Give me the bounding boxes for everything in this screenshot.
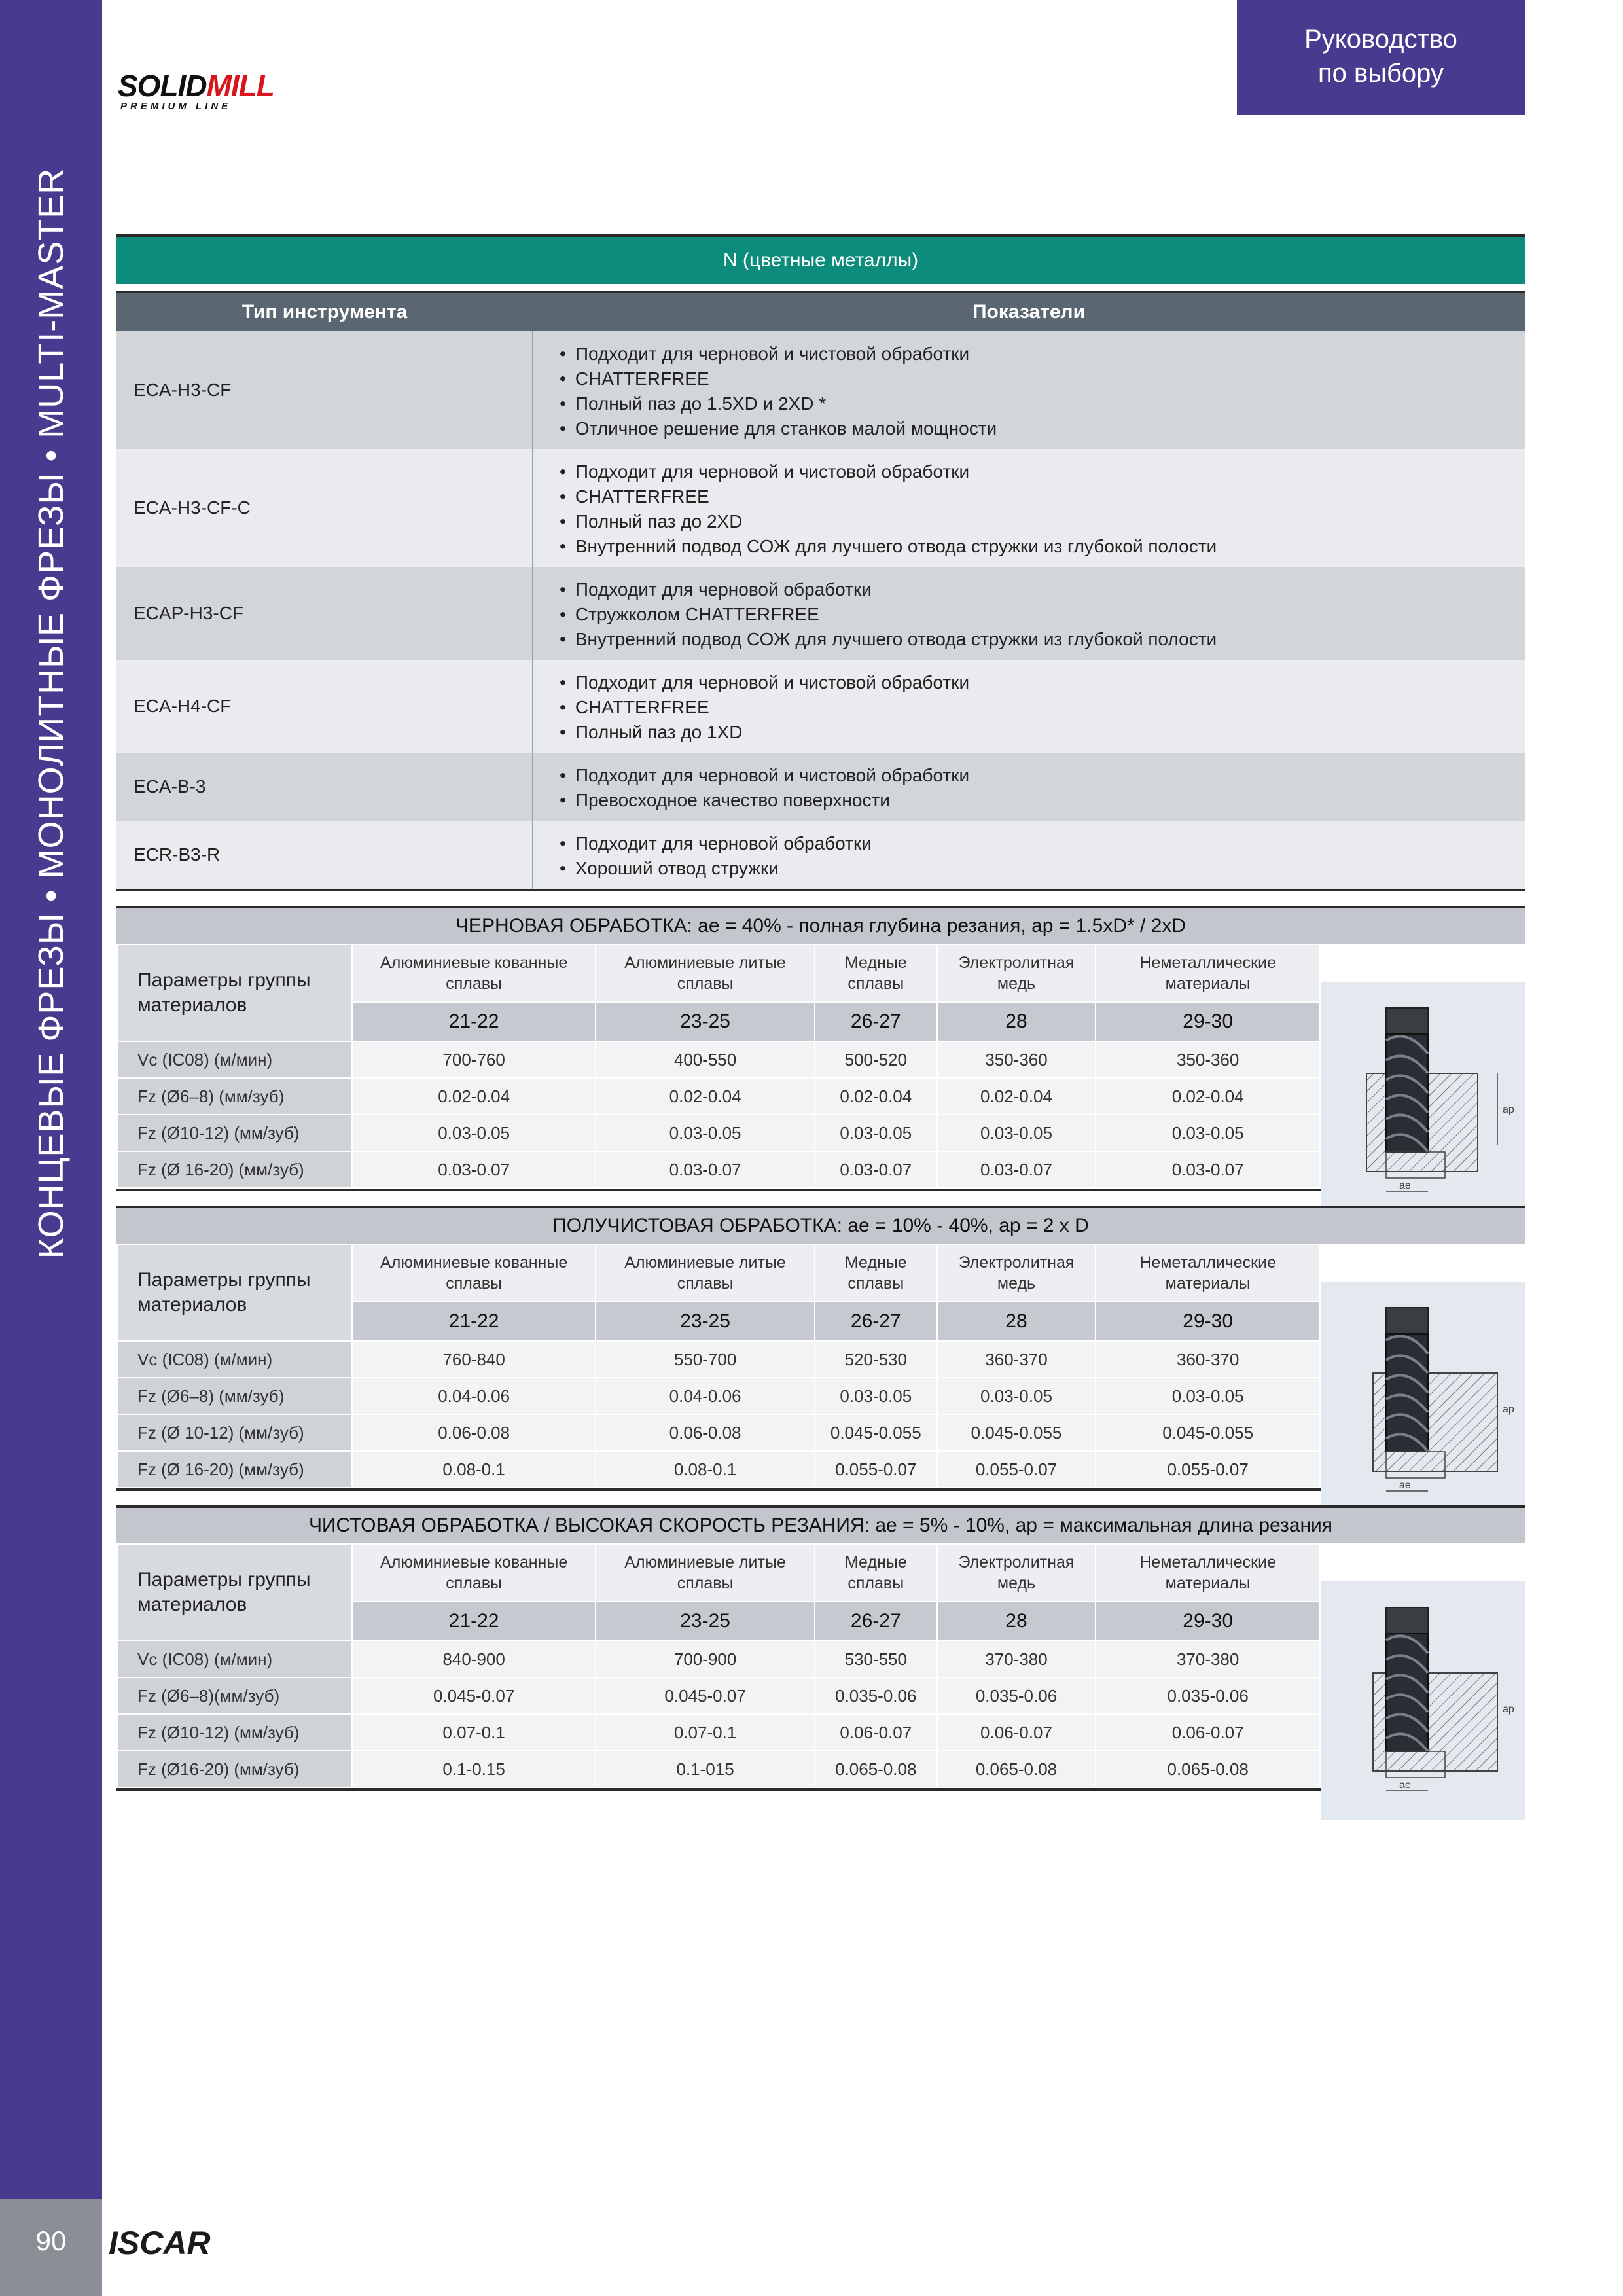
table-cell: 0.04-0.06	[596, 1378, 815, 1414]
table-cell: 0.045-0.055	[937, 1414, 1096, 1451]
tool-features	[533, 331, 1525, 449]
tool-table-body	[116, 331, 1525, 890]
table-cell: 0.03-0.05	[937, 1378, 1096, 1414]
material-header: Неметаллические материалы	[1096, 944, 1320, 1002]
table-cell: 0.045-0.055	[815, 1414, 937, 1451]
table-cell: 370-380	[937, 1641, 1096, 1677]
main-content	[116, 234, 1525, 1791]
table-cell: 0.07-0.1	[352, 1714, 596, 1751]
table-cell: 0.055-0.07	[815, 1451, 937, 1488]
table-cell: 520-530	[815, 1341, 937, 1378]
table-row	[117, 1451, 1320, 1488]
group-number: 28	[937, 1302, 1096, 1341]
tool-name: ECA-H4-CF	[116, 660, 533, 753]
material-header: Алюминиевые кованные сплавы	[352, 944, 596, 1002]
feature-item: • Подходит для черновой и чистовой обработки	[560, 670, 1525, 695]
tool-features	[533, 753, 1525, 821]
row-label: Fz (Ø10-12) (мм/зуб)	[117, 1714, 352, 1751]
table-cell: 400-550	[596, 1041, 815, 1078]
ae-label: ae	[1399, 1480, 1411, 1491]
group-number: 26-27	[815, 1602, 937, 1641]
ap-label: ap	[1503, 1404, 1514, 1415]
table-cell: 0.03-0.07	[1096, 1151, 1320, 1188]
diagram-panel	[1321, 1581, 1525, 1820]
footer-brand: ISCAR	[109, 2225, 211, 2261]
table-cell: 0.045-0.055	[1096, 1414, 1320, 1451]
table-cell: 0.03-0.05	[815, 1378, 937, 1414]
feature-item: • Внутренний подвод СОЖ для лучшего отвода стружки из глубокой полости	[560, 534, 1525, 559]
table-cell: 0.1-0.15	[352, 1751, 596, 1787]
table-row	[117, 1378, 1320, 1414]
table-cell: 0.035-0.06	[815, 1677, 937, 1714]
feature-item: • Подходит для черновой обработки	[560, 831, 1525, 856]
guide-line-1: Руководство	[1304, 25, 1457, 54]
table-cell: 0.02-0.04	[1096, 1078, 1320, 1115]
feature-item: • Подходит для черновой и чистовой обработки	[560, 459, 1525, 484]
feature-item: • Подходит для черновой обработки	[560, 577, 1525, 602]
table-cell: 360-370	[1096, 1341, 1320, 1378]
ae-label: ae	[1399, 1780, 1411, 1791]
table-cell: 0.03-0.05	[596, 1115, 815, 1151]
row-label: Fz (Ø6–8) (мм/зуб)	[117, 1078, 352, 1115]
table-cell: 0.02-0.04	[937, 1078, 1096, 1115]
tool-row	[116, 753, 1525, 821]
table-cell: 0.03-0.07	[815, 1151, 937, 1188]
table-row	[117, 1641, 1320, 1677]
table-cell: 0.03-0.05	[815, 1115, 937, 1151]
table-cell: 530-550	[815, 1641, 937, 1677]
param-group-label: Параметры группы материалов	[117, 1544, 352, 1641]
material-header: Алюминиевые литые сплавы	[596, 944, 815, 1002]
group-number: 28	[937, 1602, 1096, 1641]
table-cell: 0.065-0.08	[937, 1751, 1096, 1787]
feature-item: • Стружколом CHATTERFREE	[560, 602, 1525, 627]
logo-part-a: SOLID	[118, 69, 207, 103]
table-cell: 0.045-0.07	[352, 1677, 596, 1714]
guide-line-2: по выбору	[1318, 59, 1444, 88]
table-cell: 0.065-0.08	[815, 1751, 937, 1787]
section-title: ЧЕРНОВАЯ ОБРАБОТКА: ae = 40% - полная глубина резания, ap = 1.5xD* / 2xD	[116, 906, 1525, 944]
col-header-features: Показатели	[533, 292, 1525, 331]
tool-features	[533, 821, 1525, 890]
group-number: 29-30	[1096, 1002, 1320, 1041]
tool-row	[116, 331, 1525, 449]
table-cell: 0.055-0.07	[937, 1451, 1096, 1488]
table-cell: 0.055-0.07	[1096, 1451, 1320, 1488]
table-row	[117, 1041, 1320, 1078]
material-header: Медные сплавы	[815, 1544, 937, 1602]
row-label: Vc (IC08) (м/мин)	[117, 1341, 352, 1378]
material-header: Алюминиевые кованные сплавы	[352, 1544, 596, 1602]
table-cell: 700-900	[596, 1641, 815, 1677]
material-header: Медные сплавы	[815, 1244, 937, 1302]
table-cell: 700-760	[352, 1041, 596, 1078]
feature-item: • Отличное решение для станков малой мощности	[560, 416, 1525, 441]
material-header: Алюминиевые литые сплавы	[596, 1244, 815, 1302]
tool-engagement-diagram	[1321, 1282, 1525, 1517]
material-header: Электролитная медь	[937, 1544, 1096, 1602]
table-cell: 0.02-0.04	[352, 1078, 596, 1115]
table-cell: 0.03-0.07	[937, 1151, 1096, 1188]
diagram-panel	[1321, 982, 1525, 1221]
table-cell: 0.1-015	[596, 1751, 815, 1787]
end-mill-icon	[1386, 1607, 1428, 1751]
material-title: N (цветные металлы)	[116, 234, 1525, 284]
group-number: 21-22	[352, 1302, 596, 1341]
tool-name: ECA-H3-CF-C	[116, 449, 533, 567]
material-header: Неметаллические материалы	[1096, 1244, 1320, 1302]
feature-item: • CHATTERFREE	[560, 367, 1525, 391]
row-label: Fz (Ø6–8)(мм/зуб)	[117, 1677, 352, 1714]
row-label: Vc (IC08) (м/мин)	[117, 1641, 352, 1677]
table-row	[117, 1677, 1320, 1714]
table-cell: 0.03-0.05	[1096, 1115, 1320, 1151]
tool-engagement-diagram	[1321, 982, 1525, 1217]
material-header: Электролитная медь	[937, 1244, 1096, 1302]
table-cell: 0.03-0.05	[1096, 1378, 1320, 1414]
table-cell: 0.03-0.07	[352, 1151, 596, 1188]
table-cell: 0.06-0.08	[352, 1414, 596, 1451]
table-row	[117, 1341, 1320, 1378]
diagram-panel	[1321, 1282, 1525, 1520]
feature-item: • CHATTERFREE	[560, 484, 1525, 509]
material-header: Алюминиевые литые сплавы	[596, 1544, 815, 1602]
table-cell: 0.02-0.04	[815, 1078, 937, 1115]
feature-item: • Полный паз до 1.5XD и 2XD *	[560, 391, 1525, 416]
table-cell: 0.03-0.05	[937, 1115, 1096, 1151]
side-banner	[0, 0, 102, 2199]
table-row	[117, 1414, 1320, 1451]
feature-item: • Полный паз до 1XD	[560, 720, 1525, 745]
tool-name: ECA-H3-CF	[116, 331, 533, 449]
tool-features	[533, 567, 1525, 660]
group-number: 29-30	[1096, 1602, 1320, 1641]
row-label: Vc (IC08) (м/мин)	[117, 1041, 352, 1078]
feature-item: • Хороший отвод стружки	[560, 856, 1525, 881]
table-cell: 550-700	[596, 1341, 815, 1378]
row-label: Fz (Ø16-20) (мм/зуб)	[117, 1751, 352, 1787]
parameters-table	[116, 944, 1321, 1189]
row-label: Fz (Ø 16-20) (мм/зуб)	[117, 1451, 352, 1488]
table-cell: 0.04-0.06	[352, 1378, 596, 1414]
tool-row	[116, 660, 1525, 753]
tool-table	[116, 291, 1525, 891]
section-title: ПОЛУЧИСТОВАЯ ОБРАБОТКА: ae = 10% - 40%, ap = 2 x D	[116, 1206, 1525, 1244]
group-number: 26-27	[815, 1002, 937, 1041]
row-label: Fz (Ø6–8) (мм/зуб)	[117, 1378, 352, 1414]
table-cell: 0.06-0.08	[596, 1414, 815, 1451]
logo-subtitle: PREMIUM LINE	[120, 101, 232, 112]
selection-guide-badge	[1237, 0, 1525, 115]
page-number: 90	[35, 2225, 67, 2256]
ap-label: ap	[1503, 1104, 1514, 1115]
side-banner-text: КОНЦЕВЫЕ ФРЕЗЫ • МОНОЛИТНЫЕ ФРЕЗЫ • MULTI-MASTER	[31, 168, 71, 1259]
end-mill-icon	[1386, 1008, 1428, 1152]
table-cell: 350-360	[1096, 1041, 1320, 1078]
group-number: 23-25	[596, 1602, 815, 1641]
machining-section	[116, 1505, 1525, 1791]
material-header: Неметаллические материалы	[1096, 1544, 1320, 1602]
group-number: 21-22	[352, 1002, 596, 1041]
tool-row	[116, 449, 1525, 567]
tool-features	[533, 449, 1525, 567]
row-label: Fz (Ø 10-12) (мм/зуб)	[117, 1414, 352, 1451]
table-row	[117, 1078, 1320, 1115]
table-cell: 350-360	[937, 1041, 1096, 1078]
table-cell: 840-900	[352, 1641, 596, 1677]
tool-name: ECA-B-3	[116, 753, 533, 821]
tool-row	[116, 821, 1525, 890]
table-cell: 760-840	[352, 1341, 596, 1378]
tool-name: ECR-B3-R	[116, 821, 533, 890]
solidmill-logo	[118, 69, 288, 112]
group-number: 23-25	[596, 1302, 815, 1341]
group-number: 21-22	[352, 1602, 596, 1641]
tool-name: ECAP-H3-CF	[116, 567, 533, 660]
material-header: Медные сплавы	[815, 944, 937, 1002]
col-header-tool: Тип инструмента	[116, 292, 533, 331]
parameters-table	[116, 1543, 1321, 1788]
feature-item: • CHATTERFREE	[560, 695, 1525, 720]
row-label: Fz (Ø 16-20) (мм/зуб)	[117, 1151, 352, 1188]
parameters-table	[116, 1244, 1321, 1488]
table-cell: 0.07-0.1	[596, 1714, 815, 1751]
section-title: ЧИСТОВАЯ ОБРАБОТКА / ВЫСОКАЯ СКОРОСТЬ РЕЗАНИЯ: ae = 5% - 10%, ap = максимальная длина резания	[116, 1505, 1525, 1543]
feature-item: • Подходит для черновой и чистовой обработки	[560, 342, 1525, 367]
table-cell: 0.03-0.07	[596, 1151, 815, 1188]
feature-item: • Подходит для черновой и чистовой обработки	[560, 763, 1525, 788]
table-cell: 370-380	[1096, 1641, 1320, 1677]
ae-label: ae	[1399, 1180, 1411, 1191]
table-row	[117, 1714, 1320, 1751]
cutting-sections	[116, 906, 1525, 1791]
group-number: 23-25	[596, 1002, 815, 1041]
machining-section	[116, 1206, 1525, 1491]
table-cell: 0.045-0.07	[596, 1677, 815, 1714]
table-cell: 0.06-0.07	[815, 1714, 937, 1751]
material-header: Алюминиевые кованные сплавы	[352, 1244, 596, 1302]
table-row	[117, 1751, 1320, 1787]
table-cell: 0.06-0.07	[1096, 1714, 1320, 1751]
group-number: 29-30	[1096, 1302, 1320, 1341]
material-header: Электролитная медь	[937, 944, 1096, 1002]
feature-item: • Превосходное качество поверхности	[560, 788, 1525, 813]
group-number: 26-27	[815, 1302, 937, 1341]
logo-wordmark	[118, 71, 288, 101]
table-cell: 0.02-0.04	[596, 1078, 815, 1115]
table-row	[117, 1151, 1320, 1188]
end-mill-icon	[1386, 1308, 1428, 1452]
machining-section	[116, 906, 1525, 1191]
ap-label: ap	[1503, 1704, 1514, 1715]
table-cell: 0.08-0.1	[596, 1451, 815, 1488]
table-cell: 0.065-0.08	[1096, 1751, 1320, 1787]
tool-row	[116, 567, 1525, 660]
tool-features	[533, 660, 1525, 753]
param-group-label: Параметры группы материалов	[117, 944, 352, 1041]
table-cell: 0.08-0.1	[352, 1451, 596, 1488]
logo-part-b: MILL	[206, 69, 274, 103]
table-cell: 500-520	[815, 1041, 937, 1078]
table-cell: 0.03-0.05	[352, 1115, 596, 1151]
table-row	[117, 1115, 1320, 1151]
table-cell: 360-370	[937, 1341, 1096, 1378]
feature-item: • Внутренний подвод СОЖ для лучшего отвода стружки из глубокой полости	[560, 627, 1525, 652]
table-cell: 0.035-0.06	[937, 1677, 1096, 1714]
group-number: 28	[937, 1002, 1096, 1041]
feature-item: • Полный паз до 2XD	[560, 509, 1525, 534]
table-cell: 0.035-0.06	[1096, 1677, 1320, 1714]
tool-engagement-diagram	[1321, 1581, 1525, 1817]
table-cell: 0.06-0.07	[937, 1714, 1096, 1751]
param-group-label: Параметры группы материалов	[117, 1244, 352, 1341]
row-label: Fz (Ø10-12) (мм/зуб)	[117, 1115, 352, 1151]
